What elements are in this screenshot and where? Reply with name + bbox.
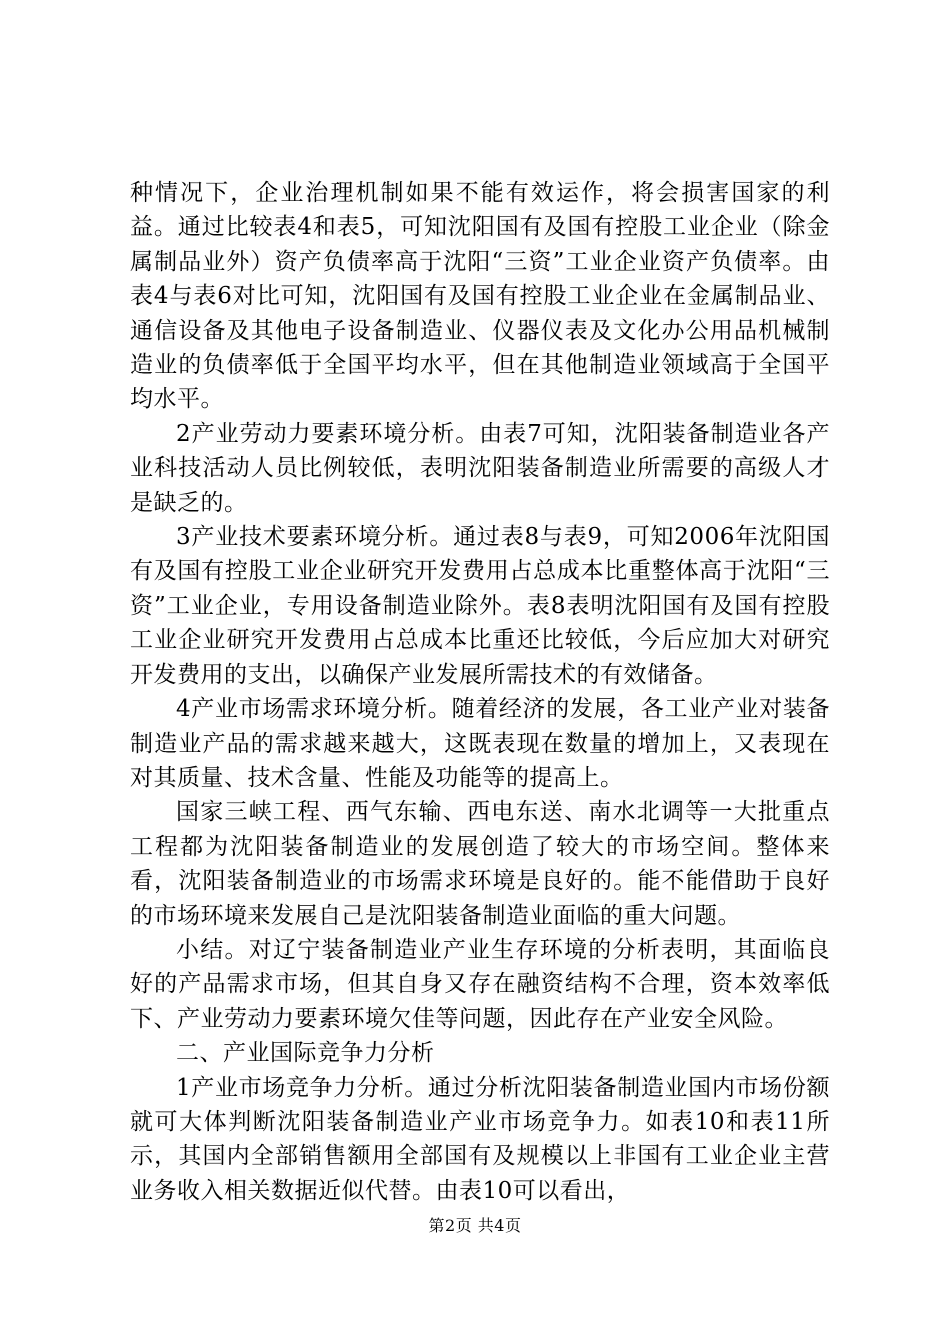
body-text — [130, 176, 830, 1208]
page-footer: 第2页 共4页 — [428, 1216, 522, 1235]
paragraph-market-competitiveness: 1产业市场竞争力分析。通过分析沈阳装备制造业国内市场份额就可大体判断沈阳装备制造业产业市场竞争力。如表10和表11所示，其国内全部销售额用全部国有及规模以上非国有工业企业主营业务收入相关数据近似代替。由表10可以看出， — [130, 1074, 830, 1204]
section-heading: 二、产业国际竞争力分析 — [176, 1040, 435, 1067]
paragraph-summary: 小结。对辽宁装备制造业产业生存环境的分析表明，其面临良好的产品需求市场，但其自身又存在融资结构不合理，资本效率低下、产业劳动力要素环境欠佳等问题，因此存在产业安全风险。 — [130, 936, 830, 1032]
paragraph-continuation: 种情况下，企业治理机制如果不能有效运作，将会损害国家的利益。通过比较表4和表5，可知沈阳国有及国有控股工业企业（除金属制品业外）资产负债率高于沈阳“三资”工业企业资产负债率。由表4与表6对比可知，沈阳国有及国有控股工业企业在金属制品业、通信设备及其他电子设备制造业、仪器仪表及文化办公用品机械制造业的负债率低于全国平均水平，但在其他制造业领域高于全国平均水平。 — [130, 180, 830, 413]
paragraph-national-projects: 国家三峡工程、西气东输、西电东送、南水北调等一大批重点工程都为沈阳装备制造业的发展创造了较大的市场空间。整体来看，沈阳装备制造业的市场需求环境是良好的。能不能借助于良好的市场环境来发展自己是沈阳装备制造业面临的重大问题。 — [130, 799, 830, 929]
paragraph-labor-analysis: 2产业劳动力要素环境分析。由表7可知，沈阳装备制造业各产业科技活动人员比例较低，表明沈阳装备制造业所需要的高级人才是缺乏的。 — [130, 420, 830, 516]
paragraph-market-demand-analysis: 4产业市场需求环境分析。随着经济的发展，各工业产业对装备制造业产品的需求越来越大，这既表现在数量的增加上，又表现在对其质量、技术含量、性能及功能等的提高上。 — [130, 696, 830, 791]
paragraph-technology-analysis: 3产业技术要素环境分析。通过表8与表9，可知2006年沈阳国有及国有控股工业企业研究开发费用占总成本比重整体高于沈阳“三资”工业企业，专用设备制造业除外。表8表明沈阳国有及国有控股工业企业研究开发费用占总成本比重还比较低，今后应加大对研究开发费用的支出，以确保产业发展所需技术的有效储备。 — [130, 524, 830, 688]
